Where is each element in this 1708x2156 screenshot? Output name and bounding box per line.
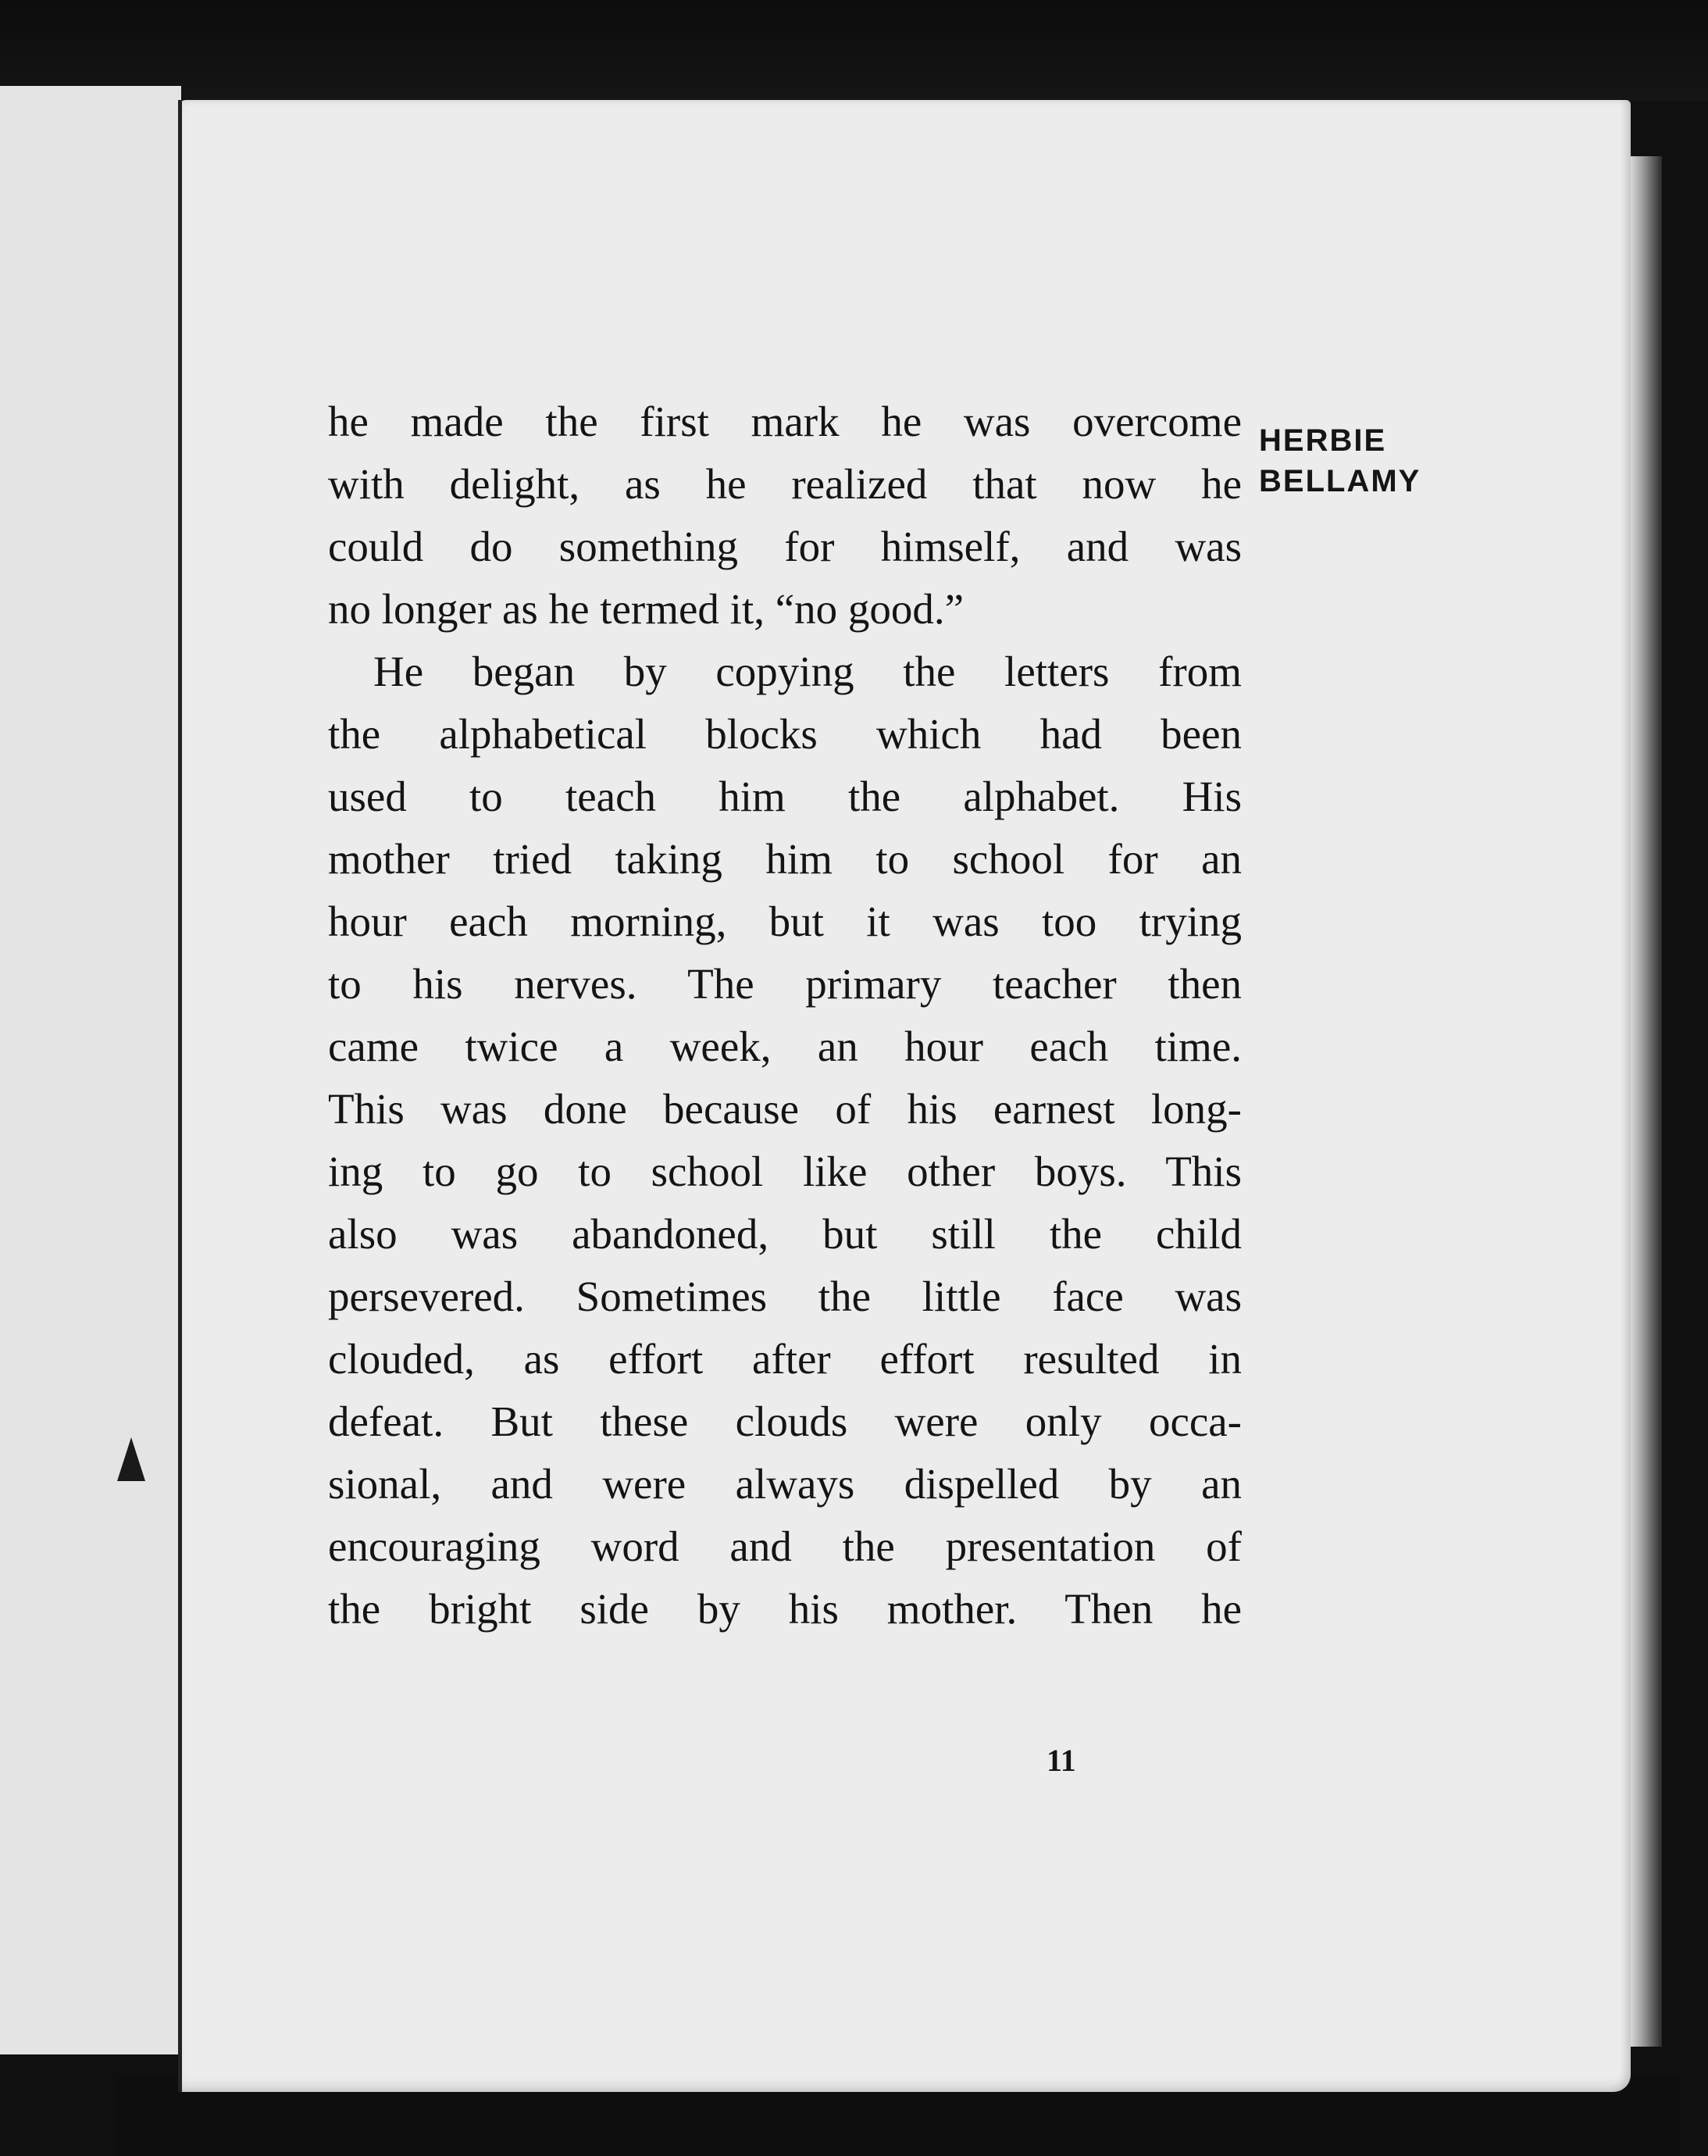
text-line: to his nerves. The primary teacher then xyxy=(328,960,1242,1008)
left-facing-page xyxy=(0,86,181,2054)
text-line: used to teach him the alphabet. His xyxy=(328,773,1242,820)
text-line: he made the first mark he was overcome xyxy=(328,398,1242,445)
side-heading xyxy=(1259,420,1421,502)
body-text xyxy=(328,391,1242,1640)
text-line: the bright side by his mother. Then he xyxy=(328,1585,1242,1633)
text-line: He began by copying the letters from xyxy=(373,648,1242,695)
right-page-edge xyxy=(1631,156,1662,2047)
text-line: sional, and were always dispelled by an xyxy=(328,1460,1242,1508)
gutter-line xyxy=(178,100,182,2092)
page-number: 11 xyxy=(1047,1743,1076,1778)
top-dark-border xyxy=(0,0,1708,102)
text-line: ing to go to school like other boys. This xyxy=(328,1148,1242,1195)
text-line: could do something for himself, and was xyxy=(328,523,1242,570)
text-line: encouraging word and the presentation of xyxy=(328,1522,1242,1570)
text-line: hour each morning, but it was too trying xyxy=(328,898,1242,945)
text-line: persevered. Sometimes the little face was xyxy=(328,1273,1242,1320)
binding-mark xyxy=(117,1437,145,1481)
text-line: with delight, as he realized that now he xyxy=(328,460,1242,508)
text-line: came twice a week, an hour each time. xyxy=(328,1023,1242,1070)
text-line: clouded, as effort after effort resulted in xyxy=(328,1335,1242,1383)
text-line: This was done because of his earnest long- xyxy=(328,1085,1242,1133)
side-heading-line-1: HERBIE xyxy=(1259,423,1387,458)
text-line: mother tried taking him to school for an xyxy=(328,835,1242,883)
text-line: no longer as he termed it, “no good.” xyxy=(328,585,965,633)
text-line: the alphabetical blocks which had been xyxy=(328,710,1242,758)
side-heading-line-2: BELLAMY xyxy=(1259,464,1421,498)
text-line: defeat. But these clouds were only occa- xyxy=(328,1397,1242,1445)
text-line: also was abandoned, but still the child xyxy=(328,1210,1242,1258)
